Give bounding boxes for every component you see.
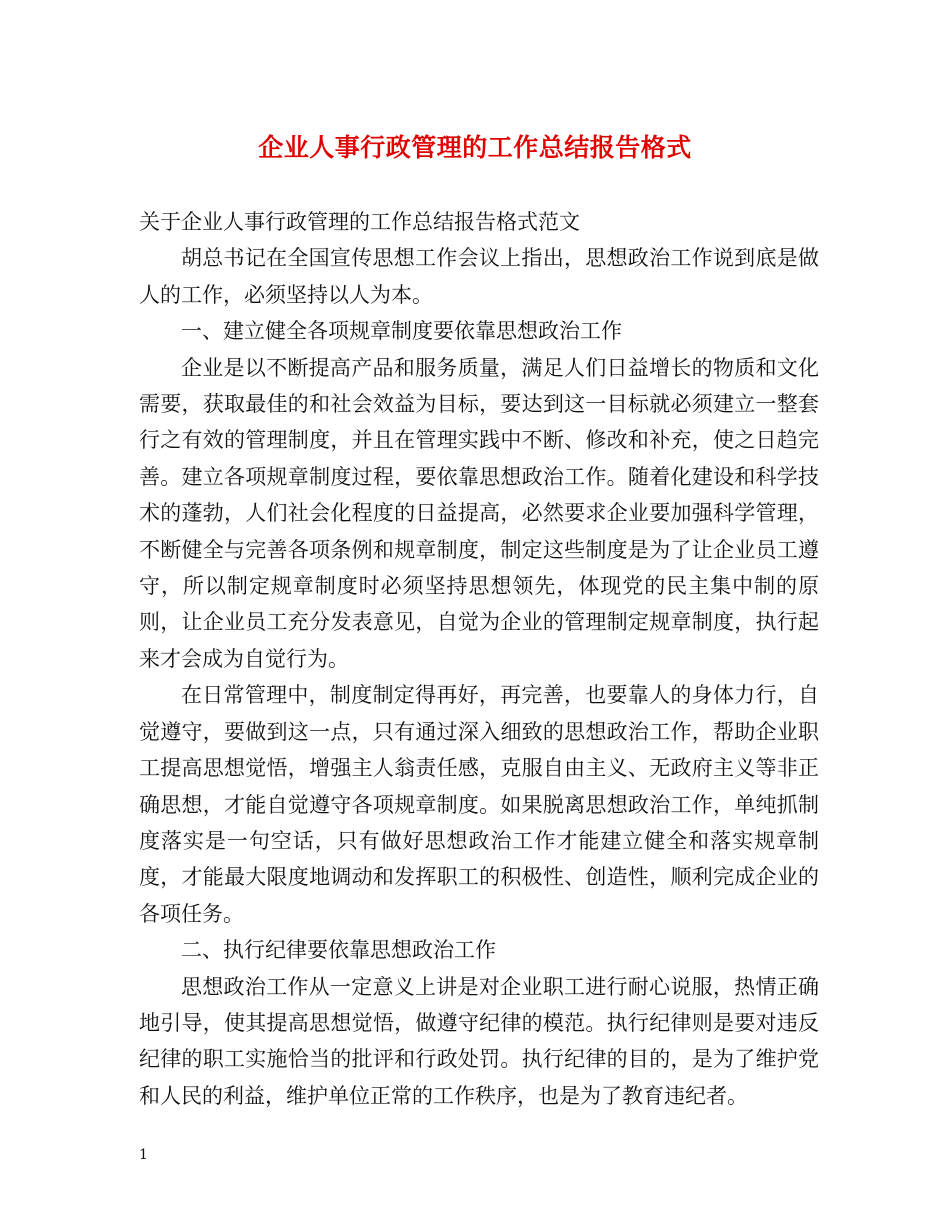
paragraph-2: 在日常管理中，制度制定得再好，再完善，也要靠人的身体力行，自觉遵守，要做到这一点，只有通过深入细致的思想政治工作，帮助企业职工提高思想觉悟，增强主人翁责任感，克服自由主义、无政府主义等非正确思想，才能自觉遵守各项规章制度。如果脱离思想政治工作，单纯抓制度落实是一句空话，只有做好思想政治工作才能建立健全和落实规章制度，才能最大限度地调动和发挥职工的积极性、创造性，顺利完成企业的各项任务。 <box>139 683 819 926</box>
paragraph-intro: 胡总书记在全国宣传思想工作会议上指出，思想政治工作说到底是做人的工作，必须坚持以人为本。 <box>139 246 819 307</box>
section-heading-1: 一、建立健全各项规章制度要依靠思想政治工作 <box>181 319 622 344</box>
paragraph-1: 企业是以不断提高产品和服务质量，满足人们日益增长的物质和文化需要，获取最佳的和社会效益为目标，要达到这一目标就必须建立一整套行之有效的管理制度，并且在管理实践中不断、修改和补充，使之日趋完善。建立各项规章制度过程，要依靠思想政治工作。随着化建设和科学技术的蓬勃，人们社会化程度的日益提高，必然要求企业要加强科学管理，不断健全与完善各项条例和规章制度，制定这些制度是为了让企业员工遵守，所以制定规章制度时必须坚持思想领先，体现党的民主集中制的原则，让企业员工充分发表意见，自觉为企业的管理制定规章制度，执行起来才会成为自觉行为。 <box>139 355 819 671</box>
section-heading-2: 二、执行纪律要依靠思想政治工作 <box>181 938 496 963</box>
document-subtitle: 关于企业人事行政管理的工作总结报告格式范文 <box>139 210 580 234</box>
document-body <box>139 204 819 1114</box>
page-number: 1 <box>139 1147 148 1163</box>
document-title: 企业人事行政管理的工作总结报告格式 <box>258 133 692 162</box>
paragraph-3: 思想政治工作从一定意义上讲是对企业职工进行耐心说服，热情正确地引导，使其提高思想觉悟，做遵守纪律的模范。执行纪律则是要对违反纪律的职工实施恰当的批评和行政处罚。执行纪律的目的，是为了维护党和人民的利益，维护单位正常的工作秩序，也是为了教育违纪者。 <box>139 974 819 1108</box>
